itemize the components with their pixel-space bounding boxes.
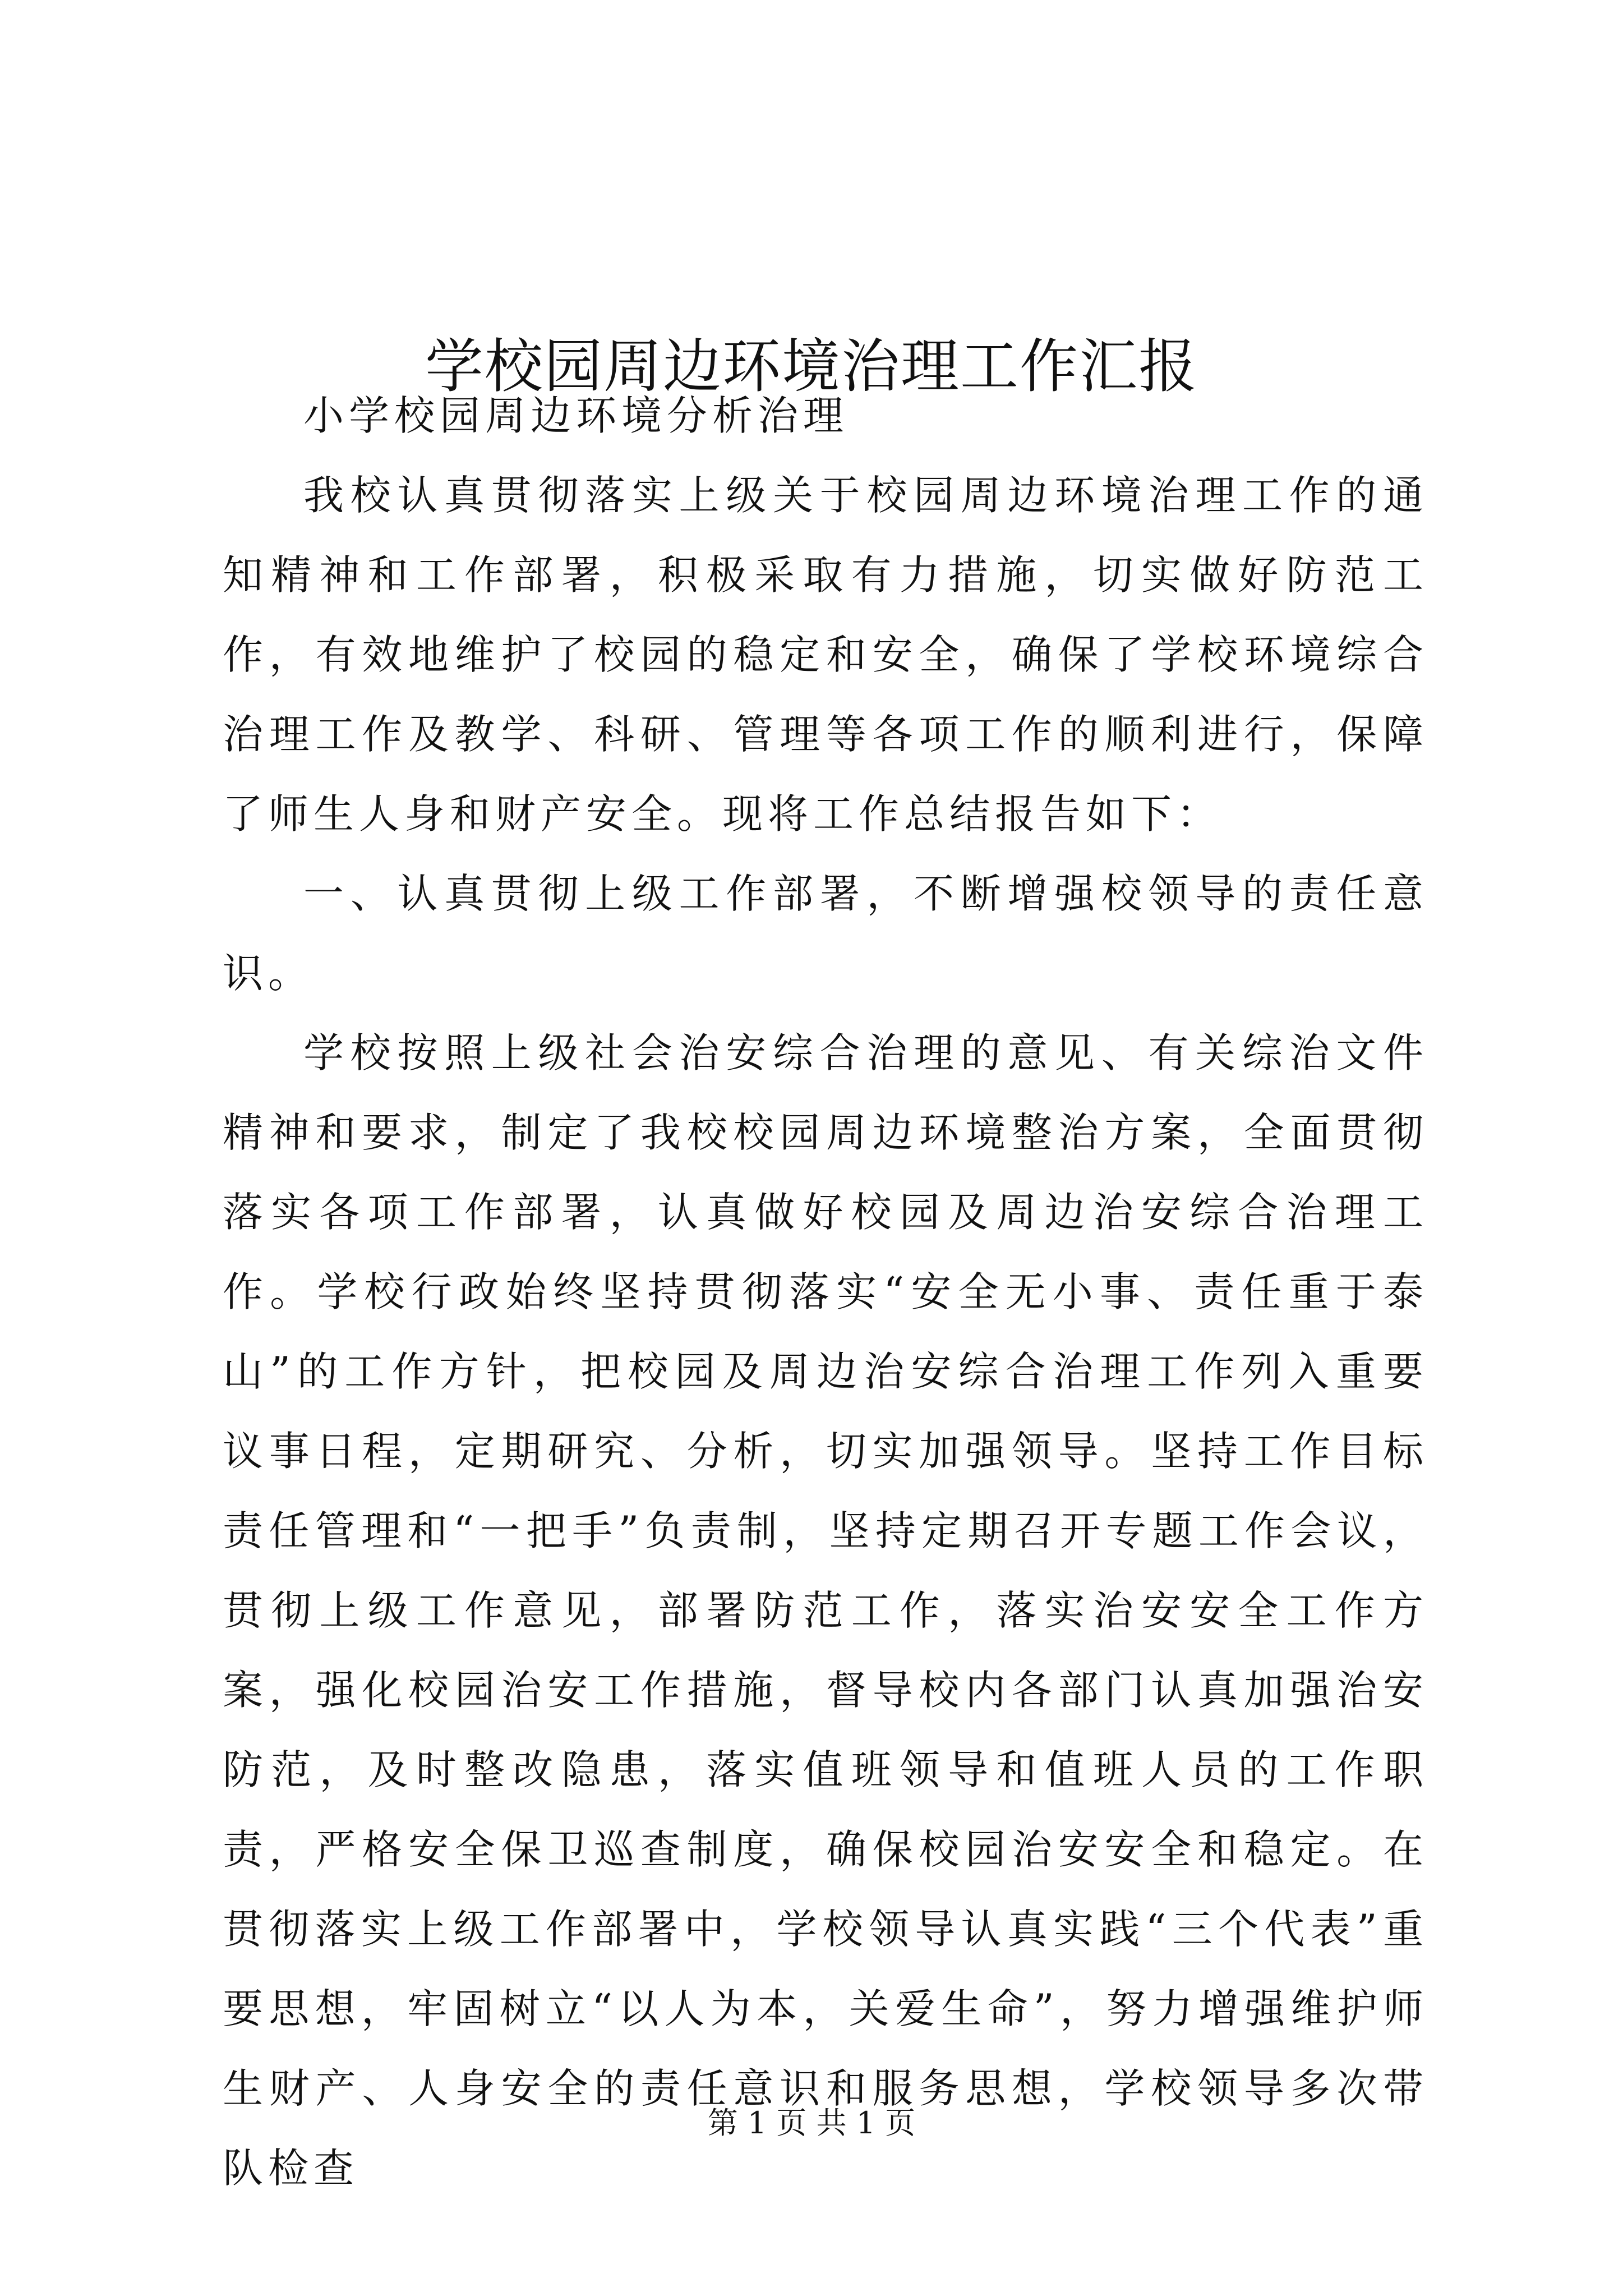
document-title: 学校园周边环境治理工作汇报 xyxy=(425,332,1198,401)
subtitle-paragraph: 小学校园周边环境分析治理 xyxy=(303,392,849,439)
body-paragraph: 学校按照上级社会治安综合治理的意见、有关综治文件精神和要求，制定了我校校园周边环境整治方案，全面贯彻落实各项工作部署，认真做好校园及周边治安综合治理工作。学校行政始终坚持贯彻落实“安全无小事、责任重于泰山”的工作方针，把校园及周边治安综合治理工作列入重要议事日程，定期研究、分析，切实加强领导。坚持工作目标责任管理和“一把手”负责制，坚持定期召开专题工作会议，贯彻上级工作意见，部署防范工作，落实治安安全工作方案，强化校园治安工作措施，督导校内各部门认真加强治安防范，及时整改隐患，落实值班领导和值班人员的工作职责，严格安全保卫巡查制度，确保校园治安安全和稳定。在贯彻落实上级工作部署中，学校领导认真实践“三个代表”重要思想，牢固树立“以人为本，关爱生命”，努力增强维护师生财产、人身安全的责任意识和服务思想，学校领导多次带队检查 xyxy=(223,1029,1428,2192)
section-heading-paragraph: 一、认真贯彻上级工作部署，不断增强校领导的责任意识。 xyxy=(223,870,1428,997)
intro-paragraph: 我校认真贯彻落实上级关于校园周边环境治理工作的通知精神和工作部署，积极采取有力措施，切实做好防范工作，有效地维护了校园的稳定和安全，确保了学校环境综合治理工作及教学、科研、管理等各项工作的顺利进行，保障了师生人身和财产安全。现将工作总结报告如下： xyxy=(223,472,1428,838)
page-footer xyxy=(0,2101,1623,2146)
page-number-label: 第 1 页 共 1 页 xyxy=(707,2105,916,2141)
document-body xyxy=(223,376,1428,2208)
